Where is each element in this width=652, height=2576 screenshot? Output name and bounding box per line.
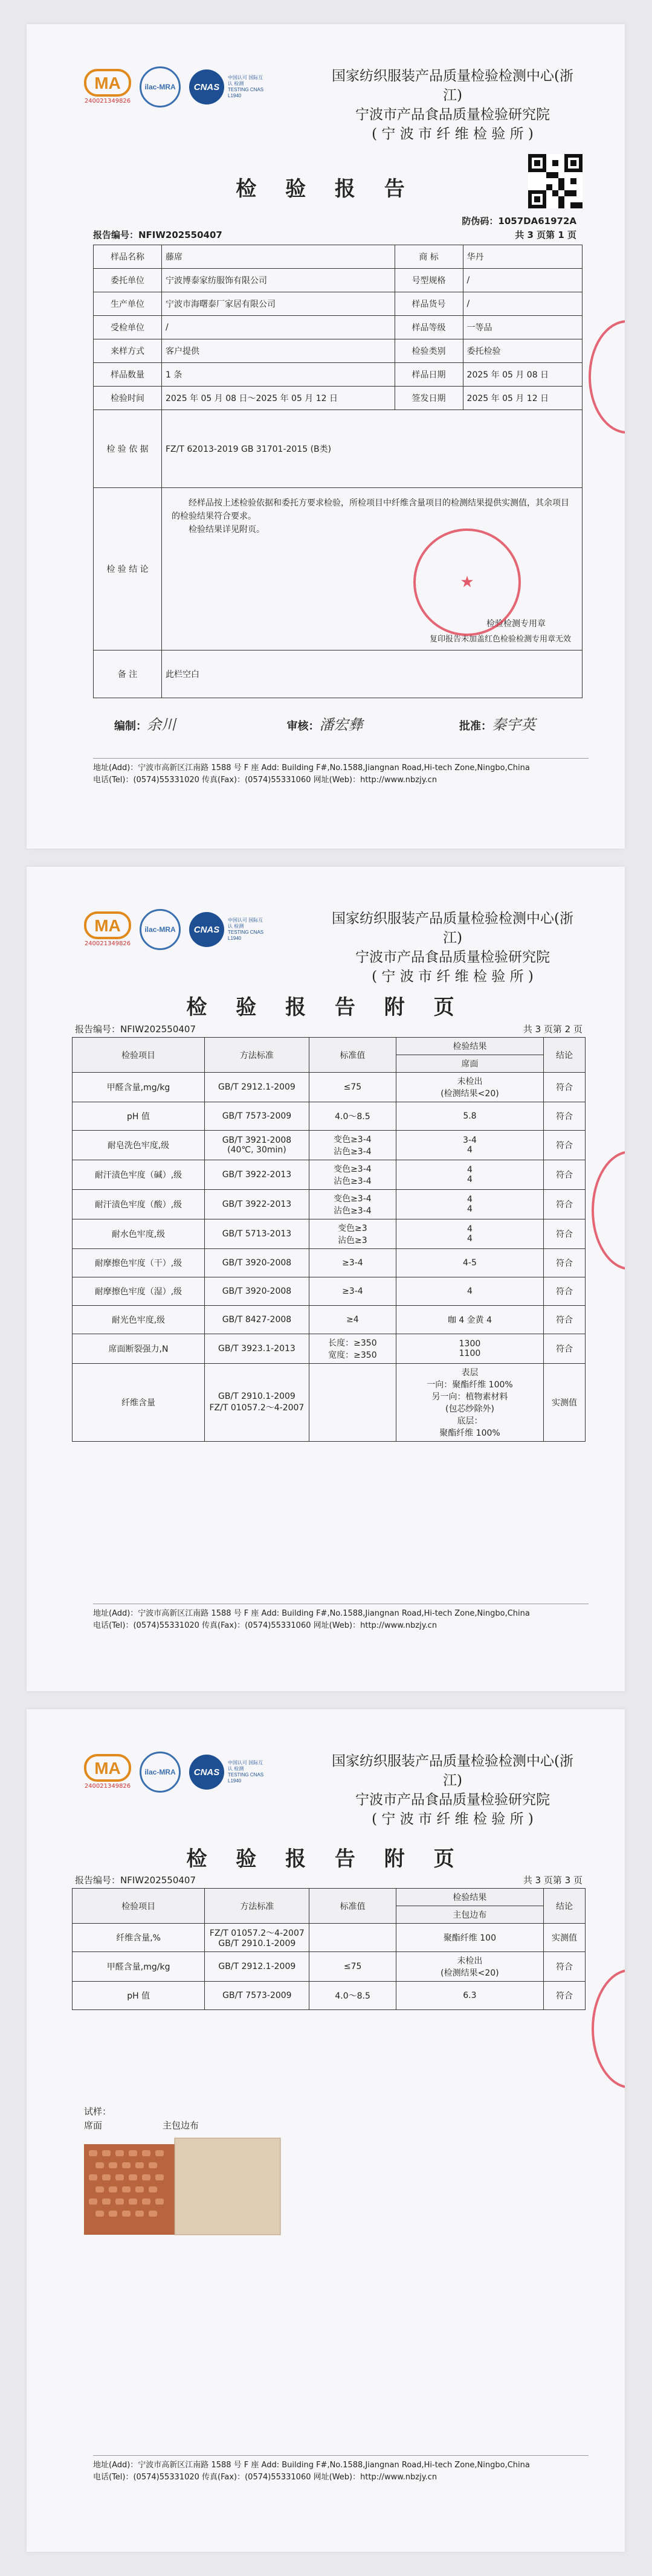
report-number: 报告编号：NFIW202550407 [75, 1875, 196, 1886]
result-result: 聚酯纤维 100 [396, 1924, 543, 1952]
info-value: / [463, 269, 582, 292]
info-label: 签发日期 [395, 387, 463, 410]
result-method: GB/T 2912.1-2009 [204, 1073, 309, 1102]
remark-row [94, 650, 583, 698]
info-value: 华丹 [463, 245, 582, 269]
cnas-logo [189, 1755, 264, 1790]
result-result: 1300 1100 [396, 1334, 543, 1364]
info-label: 样品名称 [94, 245, 162, 269]
result-std: ≤75 [309, 1073, 396, 1102]
result-std: ≥3-4 [309, 1249, 396, 1277]
report-title: 检 验 报 告 [236, 177, 416, 201]
page-footer [93, 1604, 589, 1632]
conclusion-text: 经样品按上述检验依据和委托方要求检验，所检项目中纤维含量项目的检测结果提供实测值，其余项目的检验结果符合要求。 [172, 498, 569, 521]
result-concl: 符合 [544, 1102, 586, 1131]
result-std: 长度：≥350 宽度：≥350 [309, 1334, 396, 1364]
result-std: 4.0～8.5 [309, 1102, 396, 1131]
result-concl: 符合 [544, 1306, 586, 1334]
result-item: 席面断裂强力,N [73, 1334, 205, 1364]
ilac-logo: ilac-MRA [140, 1752, 181, 1793]
result-row [73, 1131, 586, 1160]
sign-edit-label: 编制： [114, 720, 147, 733]
result-std: ≥4 [309, 1306, 396, 1334]
ilac-logo: ilac-MRA [140, 66, 181, 108]
page-info: 共 3 页第 1 页 [515, 230, 576, 240]
cert-logos [84, 909, 264, 950]
cnas-mark: CNAS [189, 912, 224, 947]
ilac-logo: ilac-MRA [140, 909, 181, 950]
cert-logos [84, 66, 264, 108]
org-line-2: 宁波市产品食品质量检验研究院 [355, 1792, 550, 1808]
info-label: 检验类别 [395, 339, 463, 363]
result-result: 4 [396, 1277, 543, 1306]
sign-edit [114, 713, 231, 734]
info-label: 样品数量 [94, 363, 162, 387]
result-result: 4 4 [396, 1190, 543, 1219]
remark-label: 备 注 [94, 650, 162, 698]
info-label: 检验时间 [94, 387, 162, 410]
cnas-subtext: 中国认可 国际互认 检测 TESTING CNAS L1940 [228, 75, 264, 98]
info-label: 号型规格 [395, 269, 463, 292]
info-row [94, 387, 583, 410]
result-result: 咖 4 金黄 4 [396, 1306, 543, 1334]
result-std: 变色≥3 沾色≥3 [309, 1219, 396, 1249]
info-label: 委托单位 [94, 269, 162, 292]
basis-label: 检 验 依 据 [94, 410, 162, 488]
result-concl: 实测值 [544, 1364, 586, 1442]
info-row [94, 269, 583, 292]
result-std [309, 1924, 396, 1952]
results-table [72, 1037, 586, 1442]
sample-label: 试样： [84, 2106, 112, 2117]
svg-text:MA: MA [94, 74, 121, 92]
footer-contact: 电话(Tel)：(0574)55331020 传真(Fax)：(0574)55331060 网址(Web)：http://www.nbzjy.cn [93, 776, 437, 785]
result-result: 未检出 (检测结果<20) [396, 1952, 543, 1982]
info-label: 样品等级 [395, 316, 463, 339]
col-standard: 标准值 [309, 1889, 396, 1924]
remark-value: 此栏空白 [162, 650, 583, 698]
page-header [84, 909, 589, 984]
ma-number: 240021349826 [84, 940, 131, 947]
result-item: 耐光色牢度,级 [73, 1306, 205, 1334]
info-value: 藤席 [162, 245, 395, 269]
result-method: GB/T 3922-2013 [204, 1160, 309, 1190]
result-item: 纤维含量 [73, 1364, 205, 1442]
result-method: GB/T 8427-2008 [204, 1306, 309, 1334]
result-item: 耐水色牢度,级 [73, 1219, 205, 1249]
result-row [73, 1249, 586, 1277]
cnas-logo [189, 912, 264, 947]
result-std [309, 1364, 396, 1442]
conclusion-text-2: 检验结果详见附页。 [189, 525, 265, 535]
sign-review [287, 713, 404, 734]
fabric-sample-photo [84, 2132, 283, 2247]
info-row [94, 245, 583, 269]
result-item: pH 值 [73, 1102, 205, 1131]
svg-text:MA: MA [94, 916, 121, 935]
result-row [73, 1190, 586, 1219]
org-name [323, 1752, 583, 1829]
report-number: 报告编号：NFIW202550407 [93, 230, 222, 240]
result-row [73, 1277, 586, 1306]
result-item: 甲醛含量,mg/kg [73, 1073, 205, 1102]
sign-approve [459, 713, 576, 734]
result-row [73, 1952, 586, 1982]
result-item: pH 值 [73, 1982, 205, 2010]
cert-logos [84, 1752, 264, 1793]
result-concl: 符合 [544, 1982, 586, 2010]
sample-edge-label: 主包边布 [163, 2120, 199, 2131]
org-line-1: 国家纺织服装产品质量检验检测中心(浙江) [332, 1753, 573, 1788]
ma-logo [84, 911, 131, 948]
result-item: 耐摩擦色牢度（干）,级 [73, 1249, 205, 1277]
result-std: 4.0～8.5 [309, 1982, 396, 2010]
result-concl: 符合 [544, 1249, 586, 1277]
result-row [73, 1924, 586, 1952]
result-method: GB/T 3921-2008 (40℃, 30min) [204, 1131, 309, 1160]
ma-number: 240021349826 [84, 1783, 131, 1790]
result-concl: 符合 [544, 1160, 586, 1190]
result-result: 表层 一向：聚酯纤维 100% 另一向：植物素材料 (包芯纱除外) 底层： 聚酯纤维 100% [396, 1364, 543, 1442]
conclusion-label: 检 验 结 论 [94, 488, 162, 650]
signature-approve: 秦宇英 [492, 716, 535, 733]
col-item: 检验项目 [73, 1889, 205, 1924]
org-line-1: 国家纺织服装产品质量检验检测中心(浙江) [332, 68, 573, 103]
edge-seal [589, 320, 625, 434]
info-value: 宁波市海曙泰厂家居有限公司 [162, 292, 395, 316]
appendix-title: 检 验 报 告 附 页 [186, 995, 465, 1020]
result-method: GB/T 2910.1-2009 FZ/T 01057.2～4-2007 [204, 1364, 309, 1442]
result-row [73, 1073, 586, 1102]
sign-approve-label: 批准： [459, 720, 492, 733]
org-line-3: ( 宁 波 市 纤 维 检 验 所 ) [372, 1811, 534, 1827]
page-footer [93, 2455, 589, 2484]
result-method: GB/T 3920-2008 [204, 1277, 309, 1306]
page-header [84, 66, 589, 142]
result-row [73, 1219, 586, 1249]
info-label: 生产单位 [94, 292, 162, 316]
cnas-subtext: 中国认可 国际互认 检测 TESTING CNAS L1940 [228, 917, 264, 941]
org-name [323, 66, 583, 144]
signature-row [114, 713, 576, 734]
result-result: 未检出 (检测结果<20) [396, 1073, 543, 1102]
org-name [323, 909, 583, 986]
info-value: 客户提供 [162, 339, 395, 363]
ma-logo [84, 69, 131, 105]
info-label: 来样方式 [94, 339, 162, 363]
result-std: ≤75 [309, 1952, 396, 1982]
cnas-logo [189, 69, 264, 104]
result-std: 变色≥3-4 沾色≥3-4 [309, 1190, 396, 1219]
inspection-seal: ★ [413, 528, 521, 636]
page-info: 共 3 页第 2 页 [523, 1024, 583, 1035]
cnas-subtext: 中国认可 国际互认 检测 TESTING CNAS L1940 [228, 1760, 264, 1784]
info-value: 一等品 [463, 316, 582, 339]
col-conclusion: 结论 [544, 1038, 586, 1073]
signature-review: 潘宏彝 [319, 716, 363, 733]
footer-address: 地址(Add)：宁波市高新区江南路 1588 号 F 座 Add: Building F#,No.1588,Jiangnan Road,Hi-tech Zone,Ningbo,China [93, 2461, 530, 2470]
result-std: 变色≥3-4 沾色≥3-4 [309, 1160, 396, 1190]
result-concl: 符合 [544, 1190, 586, 1219]
result-row [73, 1102, 586, 1131]
info-row [94, 292, 583, 316]
result-method: GB/T 5713-2013 [204, 1219, 309, 1249]
info-row [94, 339, 583, 363]
report-number: 报告编号：NFIW202550407 [75, 1024, 196, 1035]
sign-review-label: 审核： [286, 720, 320, 733]
result-result: 3-4 4 [396, 1131, 543, 1160]
result-concl: 符合 [544, 1334, 586, 1364]
report-info-table [93, 245, 583, 698]
result-method: FZ/T 01057.2～4-2007 GB/T 2910.1-2009 [205, 1924, 309, 1952]
col-method: 方法标准 [204, 1038, 309, 1073]
anti-fake-code: 防伪码：1057DA61972A [462, 216, 576, 226]
org-line-2: 宁波市产品食品质量检验研究院 [355, 107, 550, 123]
page-info: 共 3 页第 3 页 [523, 1875, 583, 1886]
ma-logo [84, 1754, 131, 1790]
result-concl: 符合 [544, 1219, 586, 1249]
result-result: 4 4 [396, 1160, 543, 1190]
cnas-mark: CNAS [189, 1755, 224, 1790]
col-result: 检验结果 [396, 1038, 543, 1055]
info-value: 2025 年 05 月 12 日 [463, 387, 582, 410]
results-table [72, 1888, 586, 2010]
result-item: 耐汗渍色牢度（酸）,级 [73, 1190, 205, 1219]
result-row [73, 1160, 586, 1190]
result-method: GB/T 7573-2009 [204, 1102, 309, 1131]
result-result: 4 4 [396, 1219, 543, 1249]
result-item: 耐摩擦色牢度（湿）,级 [73, 1277, 205, 1306]
page-footer [93, 758, 589, 786]
result-method: GB/T 3923.1-2013 [204, 1334, 309, 1364]
result-method: GB/T 3922-2013 [204, 1190, 309, 1219]
org-line-2: 宁波市产品食品质量检验研究院 [355, 949, 550, 965]
result-result: 4-5 [396, 1249, 543, 1277]
footer-contact: 电话(Tel)：(0574)55331020 传真(Fax)：(0574)55331060 网址(Web)：http://www.nbzjy.cn [93, 2473, 437, 2482]
result-concl: 符合 [544, 1952, 586, 1982]
result-result: 5.8 [396, 1102, 543, 1131]
footer-contact: 电话(Tel)：(0574)55331020 传真(Fax)：(0574)55331060 网址(Web)：http://www.nbzjy.cn [93, 1621, 437, 1630]
report-page-2 [27, 867, 625, 1691]
stamp-caption: 检验检测专用章 [486, 619, 546, 629]
result-concl: 符合 [544, 1131, 586, 1160]
col-method: 方法标准 [205, 1889, 309, 1924]
result-row [73, 1364, 586, 1442]
edge-seal [592, 1969, 625, 2089]
col-result-sub: 席面 [396, 1055, 543, 1073]
col-result: 检验结果 [396, 1889, 543, 1906]
result-method: GB/T 7573-2009 [205, 1982, 309, 2010]
result-std: ≥3-4 [309, 1277, 396, 1306]
result-row [73, 1334, 586, 1364]
result-item: 纤维含量,% [73, 1924, 205, 1952]
result-item: 耐皂洗色牢度,级 [73, 1131, 205, 1160]
signature-edit: 余川 [147, 716, 176, 733]
result-method: GB/T 2912.1-2009 [205, 1952, 309, 1982]
col-result-sub: 主包边布 [396, 1906, 543, 1924]
result-result: 6.3 [396, 1982, 543, 2010]
report-page-1 [27, 24, 625, 849]
result-method: GB/T 3920-2008 [204, 1249, 309, 1277]
info-row [94, 363, 583, 387]
info-value: 2025 年 05 月 08 日 [463, 363, 582, 387]
info-label: 受检单位 [94, 316, 162, 339]
col-conclusion: 结论 [544, 1889, 586, 1924]
cnas-mark: CNAS [189, 69, 224, 104]
info-label: 样品货号 [395, 292, 463, 316]
sample-face-label: 席面 [84, 2120, 103, 2131]
info-value: 1 条 [162, 363, 395, 387]
result-item: 甲醛含量,mg/kg [73, 1952, 205, 1982]
edge-seal [592, 1151, 625, 1270]
footer-address: 地址(Add)：宁波市高新区江南路 1588 号 F 座 Add: Building F#,No.1588,Jiangnan Road,Hi-tech Zone,Ningbo,China [93, 763, 530, 772]
info-value: 2025 年 05 月 08 日～2025 年 05 月 12 日 [162, 387, 395, 410]
org-line-1: 国家纺织服装产品质量检验检测中心(浙江) [332, 911, 573, 946]
result-concl: 实测值 [544, 1924, 586, 1952]
basis-value: FZ/T 62013-2019 GB 31701-2015 (B类) [162, 410, 583, 488]
col-standard: 标准值 [309, 1038, 396, 1073]
info-value: 宁波博泰家纺服饰有限公司 [162, 269, 395, 292]
footer-address: 地址(Add)：宁波市高新区江南路 1588 号 F 座 Add: Building F#,No.1588,Jiangnan Road,Hi-tech Zone,Ningbo,China [93, 1609, 530, 1618]
info-value: 委托检验 [463, 339, 582, 363]
org-line-3: ( 宁 波 市 纤 维 检 验 所 ) [372, 126, 534, 142]
stamp-note: 复印报告未加盖红色检验检测专用章无效 [429, 635, 571, 644]
info-row [94, 316, 583, 339]
info-label: 商 标 [395, 245, 463, 269]
col-item: 检验项目 [73, 1038, 205, 1073]
info-value: / [162, 316, 395, 339]
qr-code-icon [528, 154, 583, 208]
result-row [73, 1982, 586, 2010]
info-label: 样品日期 [395, 363, 463, 387]
info-value: / [463, 292, 582, 316]
svg-text:MA: MA [94, 1759, 121, 1778]
result-std: 变色≥3-4 沾色≥3-4 [309, 1131, 396, 1160]
result-concl: 符合 [544, 1277, 586, 1306]
basis-row [94, 410, 583, 488]
ma-number: 240021349826 [84, 98, 131, 104]
report-page-3 [27, 1709, 625, 2552]
result-row [73, 1306, 586, 1334]
page-header [84, 1752, 589, 1827]
result-item: 耐汗渍色牢度（碱）,级 [73, 1160, 205, 1190]
result-concl: 符合 [544, 1073, 586, 1102]
org-line-3: ( 宁 波 市 纤 维 检 验 所 ) [372, 969, 534, 984]
appendix-title: 检 验 报 告 附 页 [186, 1847, 465, 1871]
